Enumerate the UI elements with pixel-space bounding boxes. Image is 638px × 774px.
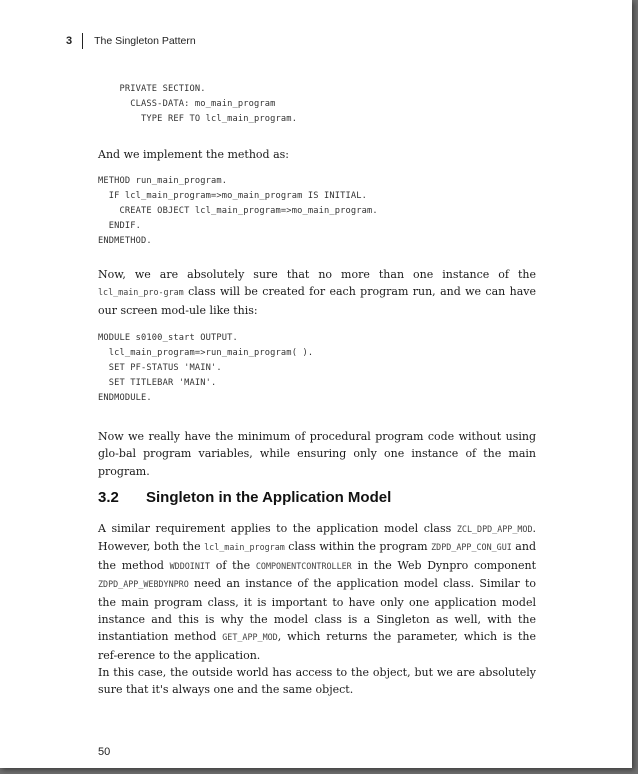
page-number: 50 xyxy=(98,746,111,758)
code-block-module-s0100: MODULE s0100_start OUTPUT. lcl_main_program=>run_main_program( ). SET PF-STATUS 'MAIN'. SET TITLEBAR 'MAIN'. ENDMODULE. xyxy=(98,333,314,403)
text-span: and the method xyxy=(98,540,536,572)
section-title: Singleton in the Application Model xyxy=(146,489,392,506)
text-span: of the xyxy=(209,558,256,572)
paragraph-instance-guarantee xyxy=(98,266,536,319)
code-term: ZCL_DPD_APP_MOD xyxy=(456,524,533,534)
text-span: class will be created for each program run, and we can have our screen mod-ule like this: xyxy=(98,285,536,317)
code-term: ZDPD_APP_WEBDYNPRO xyxy=(98,579,189,590)
code-block-private-section: PRIVATE SECTION. CLASS-DATA: mo_main_program TYPE REF TO lcl_main_program. xyxy=(119,84,298,124)
paragraph-application-model xyxy=(98,520,536,664)
paragraph-minimum-procedural: Now we really have the minimum of procedural program code without using glo-bal program variables, while ensuring only one instance of the main program. xyxy=(98,430,536,478)
code-term: COMPONENTCONTROLLER xyxy=(255,560,352,571)
text-span: in the Web Dynpro component xyxy=(351,558,537,572)
section-heading xyxy=(98,489,391,506)
text-span: Now, we are absolutely sure that no more than one instance of the xyxy=(98,268,536,281)
code-term: WDDOINIT xyxy=(169,560,210,571)
code-block-run-main-program: METHOD run_main_program. IF lcl_main_program=>mo_main_program IS INITIAL. CREATE OBJECT lcl_main_program=>mo_main_program. ENDIF. ENDMETHOD. xyxy=(98,176,378,246)
section-number: 3.2 xyxy=(98,489,119,506)
code-term: lcl_main_pro-gram xyxy=(98,287,184,298)
paragraph-implement-method: And we implement the method as: xyxy=(98,148,289,161)
paragraph-outside-world: In this case, the outside world has access to the object, but we are absolutely sure that it's always one and the same object. xyxy=(98,666,536,697)
chapter-title: The Singleton Pattern xyxy=(94,35,196,47)
text-span: class within the program xyxy=(284,540,432,554)
text-span: , which returns the parameter, which is the ref-erence to the application. xyxy=(98,630,536,662)
text-span: . However, both the xyxy=(98,522,536,554)
code-term: GET_APP_MOD xyxy=(222,632,278,643)
text-span: A similar requirement applies to the application model class xyxy=(98,522,457,535)
running-header xyxy=(66,33,196,49)
text-span: need an instance of the application model class. Similar to the main program class, it is important to have only one application model instance and this is why the model class is a Singleton as well, with the instantiation method xyxy=(98,577,536,644)
code-term: lcl_main_program xyxy=(204,542,285,553)
chapter-number: 3 xyxy=(66,35,73,47)
code-term: ZDPD_APP_CON_GUI xyxy=(431,542,512,553)
header-divider xyxy=(82,33,83,49)
